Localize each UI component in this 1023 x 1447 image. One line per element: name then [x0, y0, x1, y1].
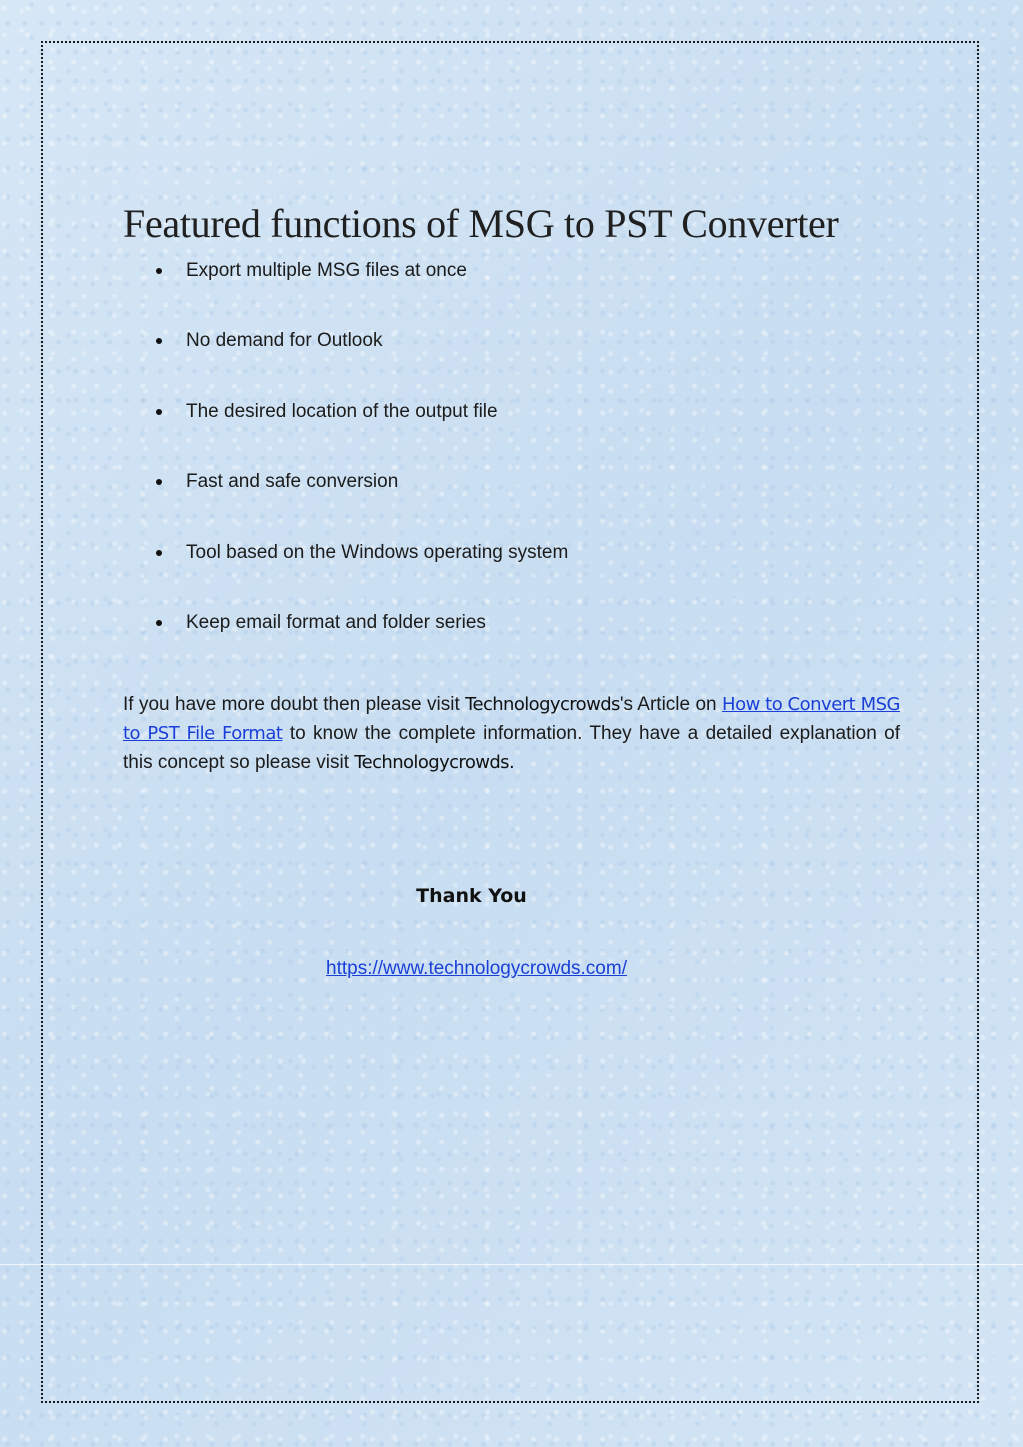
feature-item: [123, 467, 900, 537]
page-title: Featured functions of MSG to PST Converter: [123, 201, 839, 246]
feature-item: [123, 256, 900, 326]
feature-item-text: The desired location of the output file: [186, 400, 498, 422]
bullet-icon: [156, 620, 162, 626]
paragraph-text-2: 's Article on: [619, 694, 723, 716]
paragraph-text-3: to know the complete information. They have a detailed explanation of this concept so please visit: [123, 723, 900, 774]
closing-brand-name: Technologycrowds.: [354, 752, 515, 774]
page-seam: [0, 1264, 1023, 1265]
bullet-icon: [156, 479, 162, 485]
feature-item-text: No demand for Outlook: [186, 330, 383, 352]
feature-list: [123, 256, 900, 678]
info-paragraph: [123, 690, 900, 777]
feature-item-text: Tool based on the Windows operating system: [186, 541, 569, 563]
feature-item: [123, 397, 900, 467]
bullet-icon: [156, 268, 162, 274]
article-link[interactable]: How to Convert MSG to PST File Format: [123, 694, 900, 745]
paragraph-text-1: If you have more doubt then please visit: [123, 694, 466, 716]
feature-item-text: Export multiple MSG files at once: [186, 260, 467, 281]
bullet-icon: [156, 338, 162, 344]
feature-item-text: Keep email format and folder series: [186, 611, 486, 633]
document-body: [123, 196, 900, 777]
thank-you-heading: Thank You: [416, 885, 527, 907]
feature-item: [123, 538, 900, 608]
feature-item: [123, 326, 900, 396]
feature-item-text: Fast and safe conversion: [186, 471, 399, 493]
bullet-icon: [156, 550, 162, 556]
brand-name: Technologycrowds: [465, 694, 620, 716]
website-link[interactable]: https://www.technologycrowds.com/: [326, 958, 627, 979]
feature-item: [123, 608, 900, 678]
bullet-icon: [156, 409, 162, 415]
